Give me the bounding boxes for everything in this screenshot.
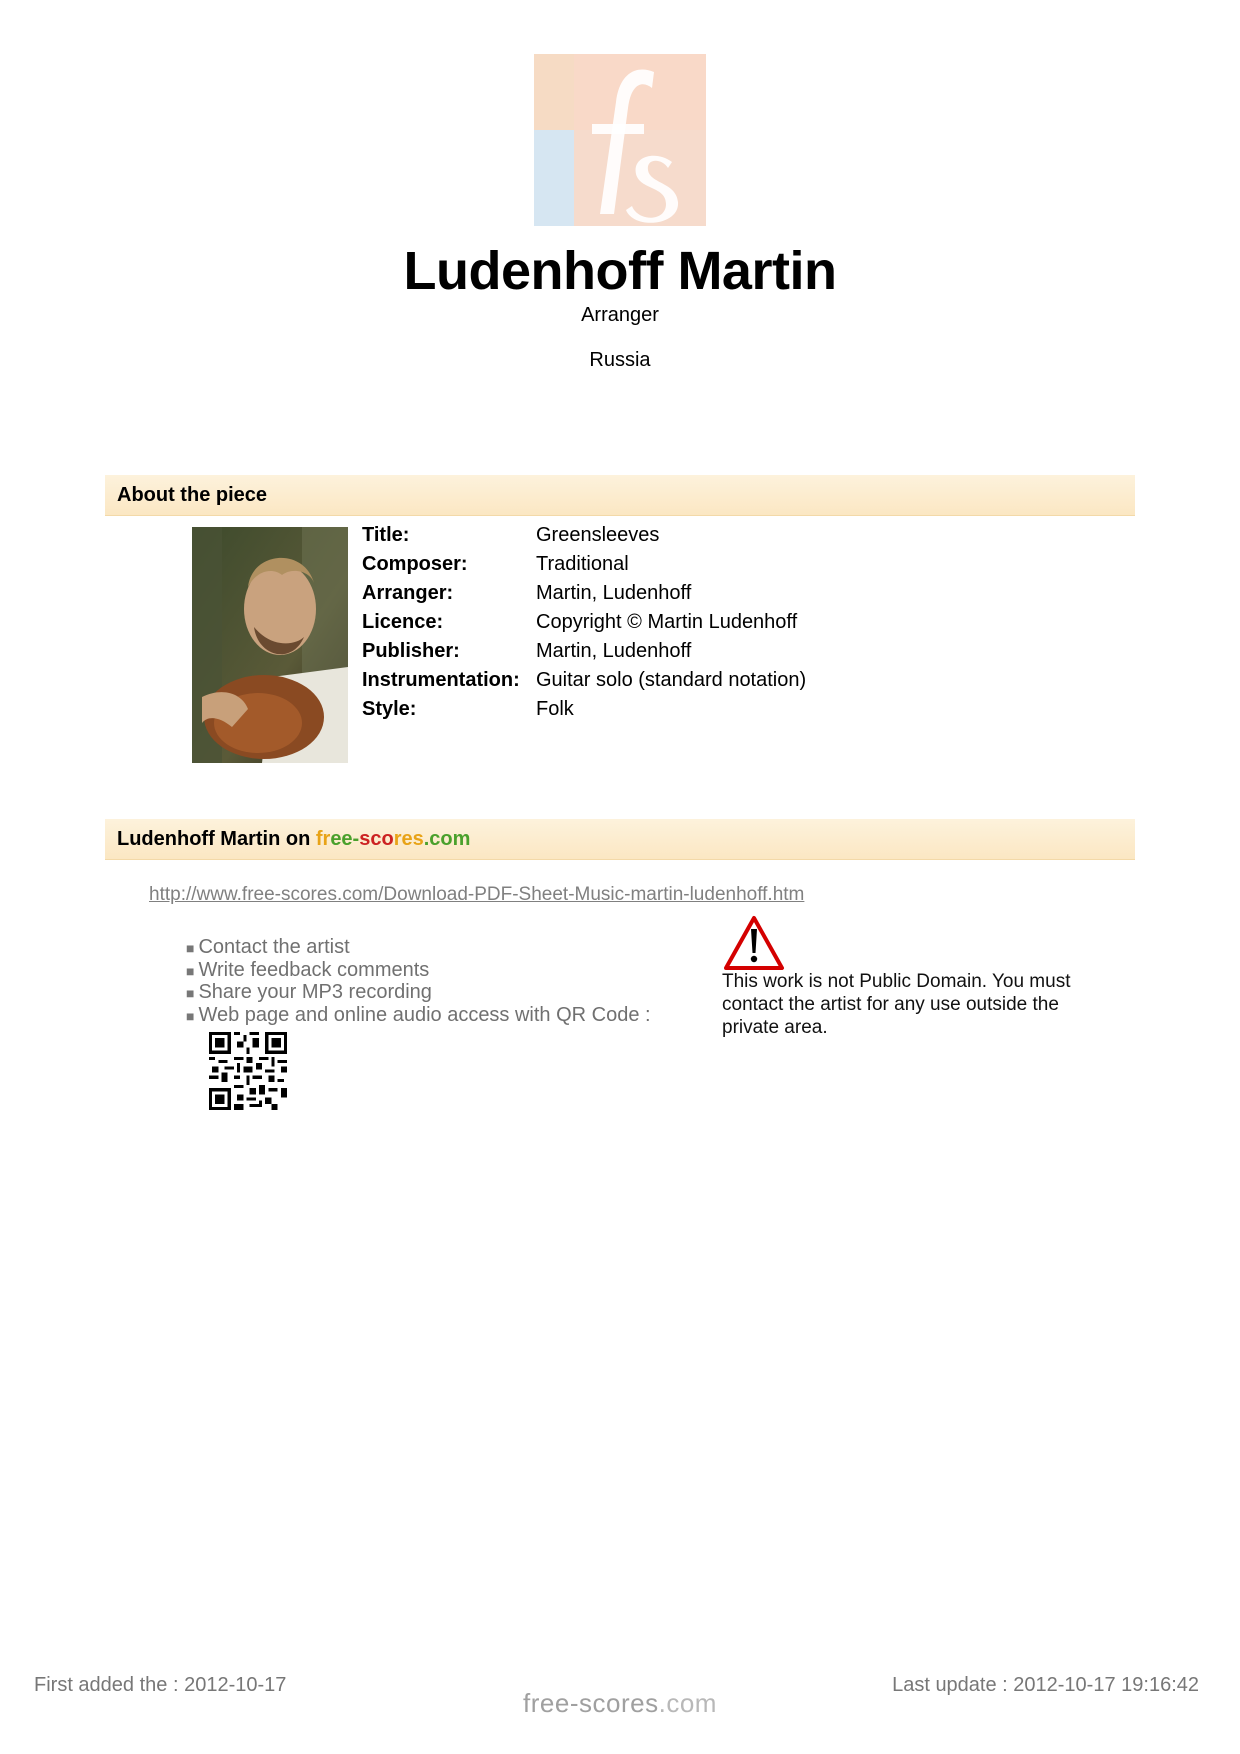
first-added-date: First added the : 2012-10-17 [34, 1674, 287, 1696]
artist-photo [192, 527, 348, 763]
artist-actions-list [186, 936, 651, 1026]
contact-artist-link[interactable] [186, 936, 651, 959]
free-scores-logo [534, 54, 706, 226]
info-label: Licence: [362, 611, 444, 633]
info-label: Publisher: [362, 640, 460, 662]
info-row-style [362, 698, 806, 727]
share-mp3-link[interactable] [186, 981, 651, 1004]
info-label: Style: [362, 698, 417, 720]
artist-name: Ludenhoff Martin [403, 241, 837, 301]
info-row-instrumentation [362, 669, 806, 698]
link-label: Web page and online audio access with QR Code : [198, 1003, 651, 1026]
info-row-publisher [362, 640, 806, 669]
info-label: Instrumentation: [362, 669, 520, 691]
info-value: Folk [536, 698, 574, 720]
brand-part: ee- [330, 828, 360, 850]
artist-page-link[interactable]: http://www.free-scores.com/Download-PDF-Sheet-Music-martin-ludenhoff.htm [149, 884, 805, 905]
link-label: Write feedback comments [198, 958, 430, 981]
site-heading-prefix: Ludenhoff Martin on [117, 828, 316, 850]
info-value: Traditional [536, 553, 629, 575]
piece-info-table [362, 524, 806, 727]
warning-triangle-icon [723, 915, 785, 971]
info-value: Greensleeves [536, 524, 660, 546]
last-update-date: Last update : 2012-10-17 19:16:42 [892, 1674, 1199, 1696]
info-row-arranger [362, 582, 806, 611]
bullet-icon: ■ [186, 962, 195, 979]
info-label: Composer: [362, 553, 468, 575]
info-row-licence [362, 611, 806, 640]
artist-country: Russia [589, 349, 651, 371]
qr-code-link[interactable] [186, 1004, 651, 1027]
brand-part: sco [359, 828, 394, 850]
about-section-header [105, 475, 1135, 516]
license-warning-text: This work is not Public Domain. You must contact the artist for any use outside the private area. [722, 971, 1071, 1038]
qr-code[interactable] [209, 1032, 287, 1110]
link-label: Share your MP3 recording [198, 981, 432, 1003]
brand-wordmark [316, 828, 471, 850]
footer-brand-name: free-scores [523, 1688, 659, 1718]
brand-part: res [393, 828, 424, 850]
about-heading: About the piece [117, 484, 268, 506]
brand-part: fr [315, 828, 331, 850]
site-section-header [105, 819, 1135, 860]
artist-role: Arranger [581, 304, 659, 326]
bullet-icon: ■ [186, 940, 195, 956]
site-section-heading [117, 828, 470, 851]
info-label: Title: [362, 524, 410, 546]
info-value: Copyright © Martin Ludenhoff [536, 611, 798, 633]
info-value: Martin, Ludenhoff [536, 582, 692, 604]
brand-part: .com [423, 828, 471, 850]
bullet-icon: ■ [186, 1007, 195, 1024]
write-feedback-link[interactable] [186, 959, 651, 982]
info-value: Guitar solo (standard notation) [536, 669, 807, 691]
bullet-icon: ■ [186, 985, 195, 1001]
footer-brand-suffix: .com [658, 1688, 717, 1718]
info-value: Martin, Ludenhoff [536, 640, 692, 662]
info-row-composer [362, 553, 806, 582]
info-label: Arranger: [362, 582, 454, 604]
info-row-title [362, 524, 806, 553]
link-label: Contact the artist [198, 936, 350, 958]
